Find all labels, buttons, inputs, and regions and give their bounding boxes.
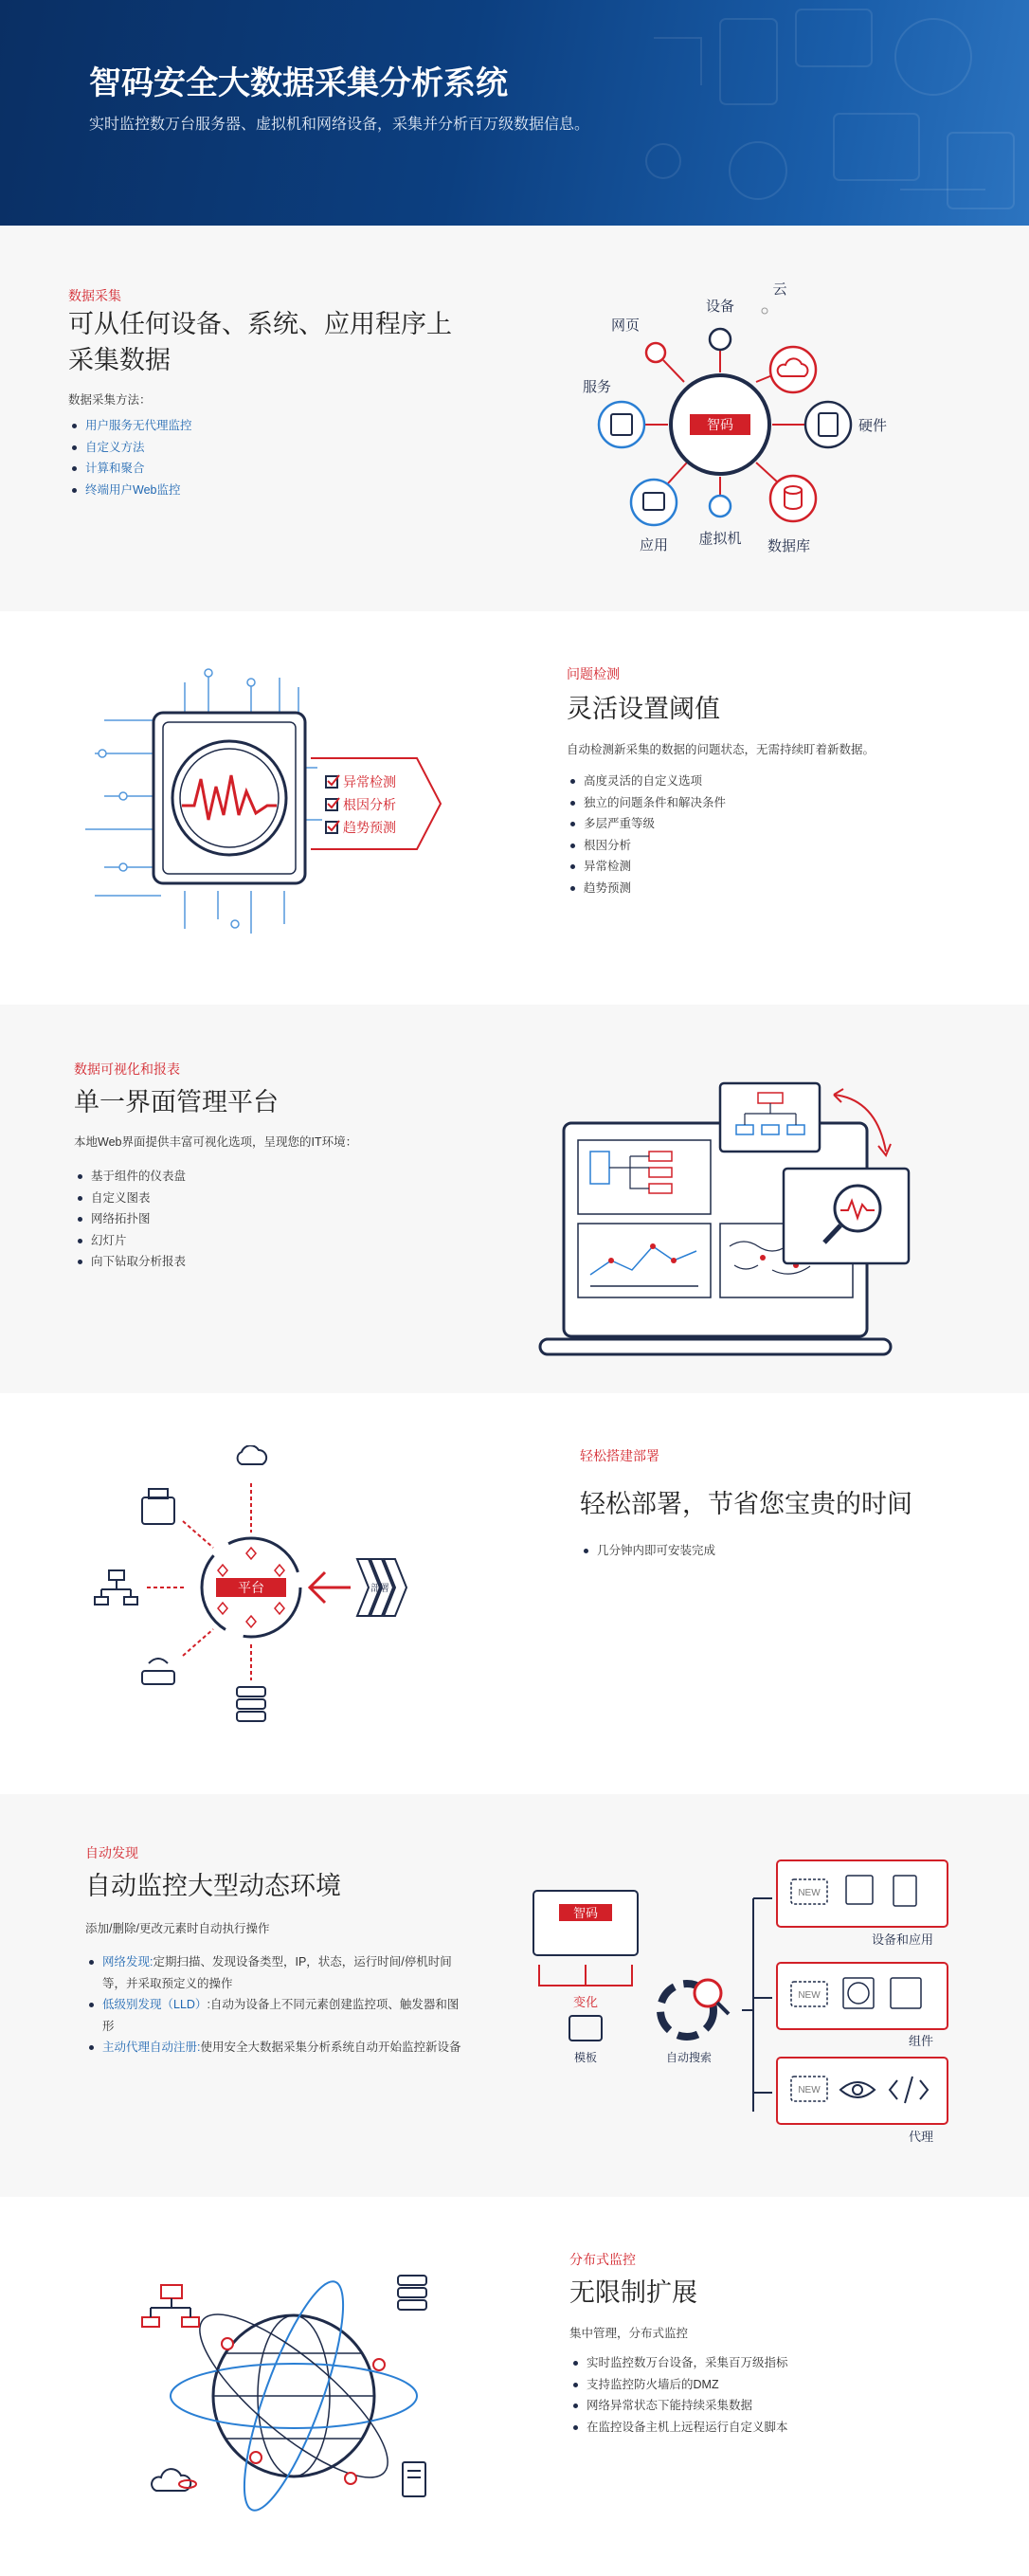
list-item: 实时监控数万台设备，采集百万级指标 (569, 2352, 788, 2374)
feature-list (580, 1540, 715, 1562)
feature-list (569, 2352, 788, 2438)
printer-icon (142, 1497, 174, 1524)
section-tag: 数据采集 (68, 288, 121, 303)
list-item[interactable]: 自定义方法 (68, 437, 192, 459)
method-list (68, 415, 192, 500)
section-title: 自动监控大型动态环境 (85, 1872, 341, 1900)
diagram-node-label: 硬件 (858, 418, 888, 434)
web-icon (646, 343, 665, 362)
group-box-agents (777, 2058, 948, 2124)
device-icon (710, 329, 731, 350)
network-icon (142, 2285, 199, 2327)
group-label: 组件 (908, 2034, 933, 2048)
section-tag: 问题检测 (567, 666, 620, 681)
section-tag: 轻松搭建部署 (580, 1448, 659, 1463)
deploy-illustration (90, 1445, 450, 1730)
group-box-devices (777, 1860, 948, 1927)
check-list (326, 774, 396, 835)
section-tag: 数据可视化和报表 (74, 1061, 180, 1077)
template-label: 模板 (573, 2051, 598, 2064)
section-distributed-monitoring (0, 2197, 1029, 2576)
group-label: 代理 (908, 2130, 933, 2144)
list-item: 高度灵活的自定义选项 (567, 771, 726, 792)
list-item[interactable]: 用户服务无代理监控 (68, 415, 192, 437)
list-item[interactable]: 终端用户Web监控 (68, 480, 192, 501)
list-item[interactable]: 计算和聚合 (68, 458, 192, 480)
new-badge: NEW (798, 1990, 821, 2001)
app-icon (631, 480, 677, 525)
list-item: 多层严重等级 (567, 813, 726, 835)
list-item: 向下钻取分析报表 (74, 1251, 186, 1273)
diagram-node-label: 数据库 (767, 538, 811, 554)
vm-icon (710, 496, 731, 517)
list-item: 自定义图表 (74, 1188, 186, 1209)
service-icon (599, 402, 644, 447)
section-title: 灵活设置阈值 (567, 695, 720, 723)
cloud-database-icon (152, 2469, 196, 2491)
diagram-node-label: 设备 (705, 299, 735, 315)
database-icon (770, 476, 816, 521)
server-icon (398, 2276, 426, 2310)
network-icon (95, 1570, 137, 1605)
new-badge: NEW (798, 1888, 821, 1898)
list-item: 独立的问题条件和解决条件 (567, 792, 726, 814)
server-icon (237, 1687, 265, 1721)
router-icon (142, 1659, 174, 1684)
folder-icon (569, 2016, 602, 2041)
section-title: 无限制扩展 (569, 2278, 697, 2307)
list-item: 网络发现:定期扫描、发现设备类型，IP，状态，运行时间/停机时间等，并采取预定义的操作 (85, 1951, 464, 1994)
globe-illustration (114, 2259, 464, 2514)
diagram-center-label: 智码 (707, 417, 733, 432)
cpu-monitor-illustration (66, 663, 445, 938)
list-item: 异常检测 (567, 856, 726, 878)
section-desc: 添加/删除/更改元素时自动执行操作 (85, 1922, 270, 1935)
list-item: 趋势预测 (567, 878, 726, 899)
section-title: 轻松部署，节省您宝贵的时间 (580, 1490, 912, 1518)
dashboard-illustration (535, 1076, 933, 1370)
section-desc: 本地Web界面提供丰富可视化选项，呈现您的IT环境： (74, 1135, 358, 1149)
change-label: 变化 (572, 1995, 599, 2009)
section-auto-discovery (0, 1794, 1029, 2197)
feature-list (74, 1166, 186, 1273)
group-box-components (777, 1963, 948, 2029)
list-item: 幻灯片 (74, 1230, 186, 1252)
check-item-label: 异常检测 (343, 774, 396, 789)
deploy-label: 部署 (370, 1584, 389, 1594)
page-subtitle: 实时监控数万台服务器、虚拟机和网络设备，采集并分析百万级数据信息。 (89, 117, 590, 133)
method-label: 数据采集方法： (68, 393, 152, 407)
section-tag: 自动发现 (85, 1845, 138, 1860)
section-title: 可从任何设备、系统、应用程序上采集数据 (68, 310, 452, 375)
page-title: 智码安全大数据采集分析系统 (89, 65, 508, 101)
auto-search-label: 自动搜索 (665, 2051, 713, 2064)
diagram-node-label: 服务 (583, 379, 612, 395)
section-problem-detection (0, 611, 1029, 1005)
list-item: 网络拓扑图 (74, 1208, 186, 1230)
list-item: 根因分析 (567, 835, 726, 857)
section-deploy (0, 1393, 1029, 1794)
list-item: 低级别发现（LLD）:自动为设备上不同元素创建监控项、触发器和图形 (85, 1994, 464, 2037)
diagram-node-label: 云 (772, 282, 787, 298)
group-label: 设备和应用 (871, 1932, 933, 1947)
diagram-node-label: 虚拟机 (698, 531, 742, 547)
hero-banner (0, 0, 1029, 226)
list-item: 在监控设备主机上远程运行自定义脚本 (569, 2417, 788, 2439)
cloud-icon (238, 1445, 267, 1464)
check-item-label: 根因分析 (343, 797, 396, 812)
check-item-label: 趋势预测 (343, 820, 396, 835)
section-title: 单一界面管理平台 (74, 1088, 279, 1116)
list-item: 网络异常状态下能持续采集数据 (569, 2395, 788, 2417)
list-item: 主动代理自动注册:使用安全大数据采集分析系统自动开始监控新设备 (85, 2037, 464, 2059)
section-desc: 自动检测新采集的数据的问题状态，无需持续盯着新数据。 (567, 743, 876, 756)
diagram-center-label: 智码 (572, 1906, 599, 1920)
section-data-collection (0, 226, 1029, 611)
section-tag: 分布式监控 (569, 2252, 636, 2267)
section-desc: 集中管理，分布式监控 (569, 2327, 689, 2340)
diagram-node-label: 应用 (640, 537, 669, 553)
collection-diagram (531, 282, 910, 567)
feature-list (567, 771, 726, 898)
feature-list (85, 1951, 464, 2059)
section-visualization (0, 1005, 1029, 1393)
hardware-icon (805, 402, 851, 447)
platform-label: 平台 (238, 1580, 264, 1595)
list-item: 支持监控防火墙后的DMZ (569, 2374, 788, 2396)
list-item: 基于组件的仪表盘 (74, 1166, 186, 1188)
diagram-node-label: 网页 (611, 317, 641, 334)
tower-icon (403, 2462, 425, 2496)
new-badge: NEW (798, 2085, 821, 2095)
list-item: 几分钟内即可安装完成 (580, 1540, 715, 1562)
discovery-diagram (526, 1841, 962, 2145)
